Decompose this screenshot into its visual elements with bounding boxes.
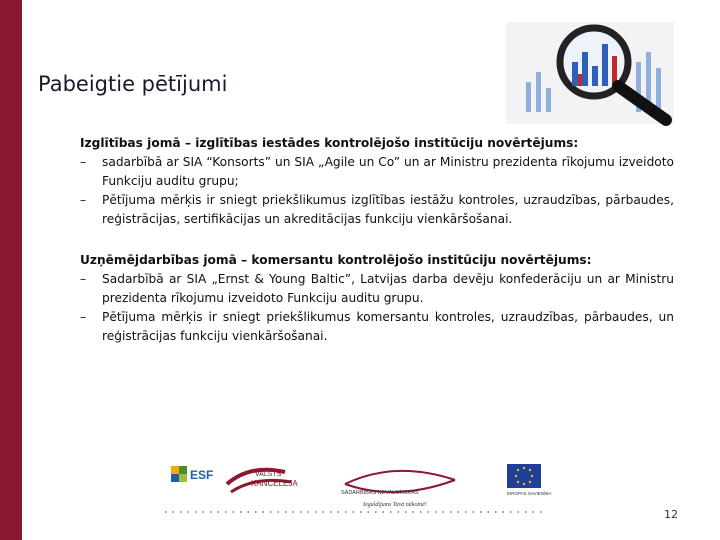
bullet-text: Pētījuma mērķis ir sniegt priekšlikumus izglītības iestāžu kontroles, uzraudzības, pārbaudes, reģistrācijas, sertifikācijas un akreditācijas funkciju vienkāršošanai. [102, 193, 674, 226]
page-number: 12 [664, 508, 678, 521]
bullet-dash: – [80, 155, 87, 169]
bullet-item [80, 308, 674, 346]
bullet-item [80, 153, 674, 191]
bullet-dash: – [80, 272, 87, 286]
section-heading: Uzņēmējdarbības jomā – komersantu kontrolējošo institūciju novērtējums: [80, 253, 592, 267]
bullet-item [80, 191, 674, 229]
bullet-text: Sadarbībā ar SIA „Ernst & Young Baltic”, Latvijas darba devēju konfederāciju un ar Ministru prezidenta rīkojumu izveidoto Funkciju auditu grupu. [102, 272, 674, 305]
slide-content [80, 134, 674, 368]
side-accent-bar [0, 0, 22, 540]
logos-strip [165, 462, 552, 520]
eu-text: EIROPAS SAVIENĪBA [507, 491, 552, 496]
slide-title: Pabeigtie pētījumi [38, 72, 228, 97]
section-education [80, 134, 674, 229]
footer-logos [165, 462, 552, 520]
valsts-kanceleja-logo [227, 470, 298, 492]
bullet-text: sadarbībā ar SIA “Konsorts” un SIA „Agile un Co” un ar Ministru prezidenta rīkojumu izveidoto Funkciju auditu grupu; [102, 155, 674, 188]
esf-logo-text: ESF [190, 468, 214, 482]
esf-logo [171, 466, 213, 482]
kanceleja-line1: VALSTS [255, 471, 282, 478]
eu-flag-logo [507, 464, 551, 496]
magnifier-chart-photo [506, 22, 674, 124]
sadarbibas-logo [341, 471, 455, 496]
kanceleja-line2: KANCELEJA [251, 479, 298, 488]
section-heading: Izglītības jomā – izglītības iestādes kontrolējošo institūciju novērtējums: [80, 136, 579, 150]
bullet-dash: – [80, 193, 87, 207]
bullet-text: Pētījuma mērķis ir sniegt priekšlikumus komersantu kontroles, uzraudzības, pārbaudes, un reģistrācijas funkciju vienkāršošanai. [102, 310, 674, 343]
magnifier-icon [506, 22, 674, 124]
bullet-dash: – [80, 310, 87, 324]
section-business [80, 251, 674, 346]
sadarbibas-text: SADARBĪBAS NEVALSTISKAS [341, 490, 419, 496]
bullet-item [80, 270, 674, 308]
tagline-text: Ieguldījums Tavā nākotnē! [363, 502, 427, 508]
